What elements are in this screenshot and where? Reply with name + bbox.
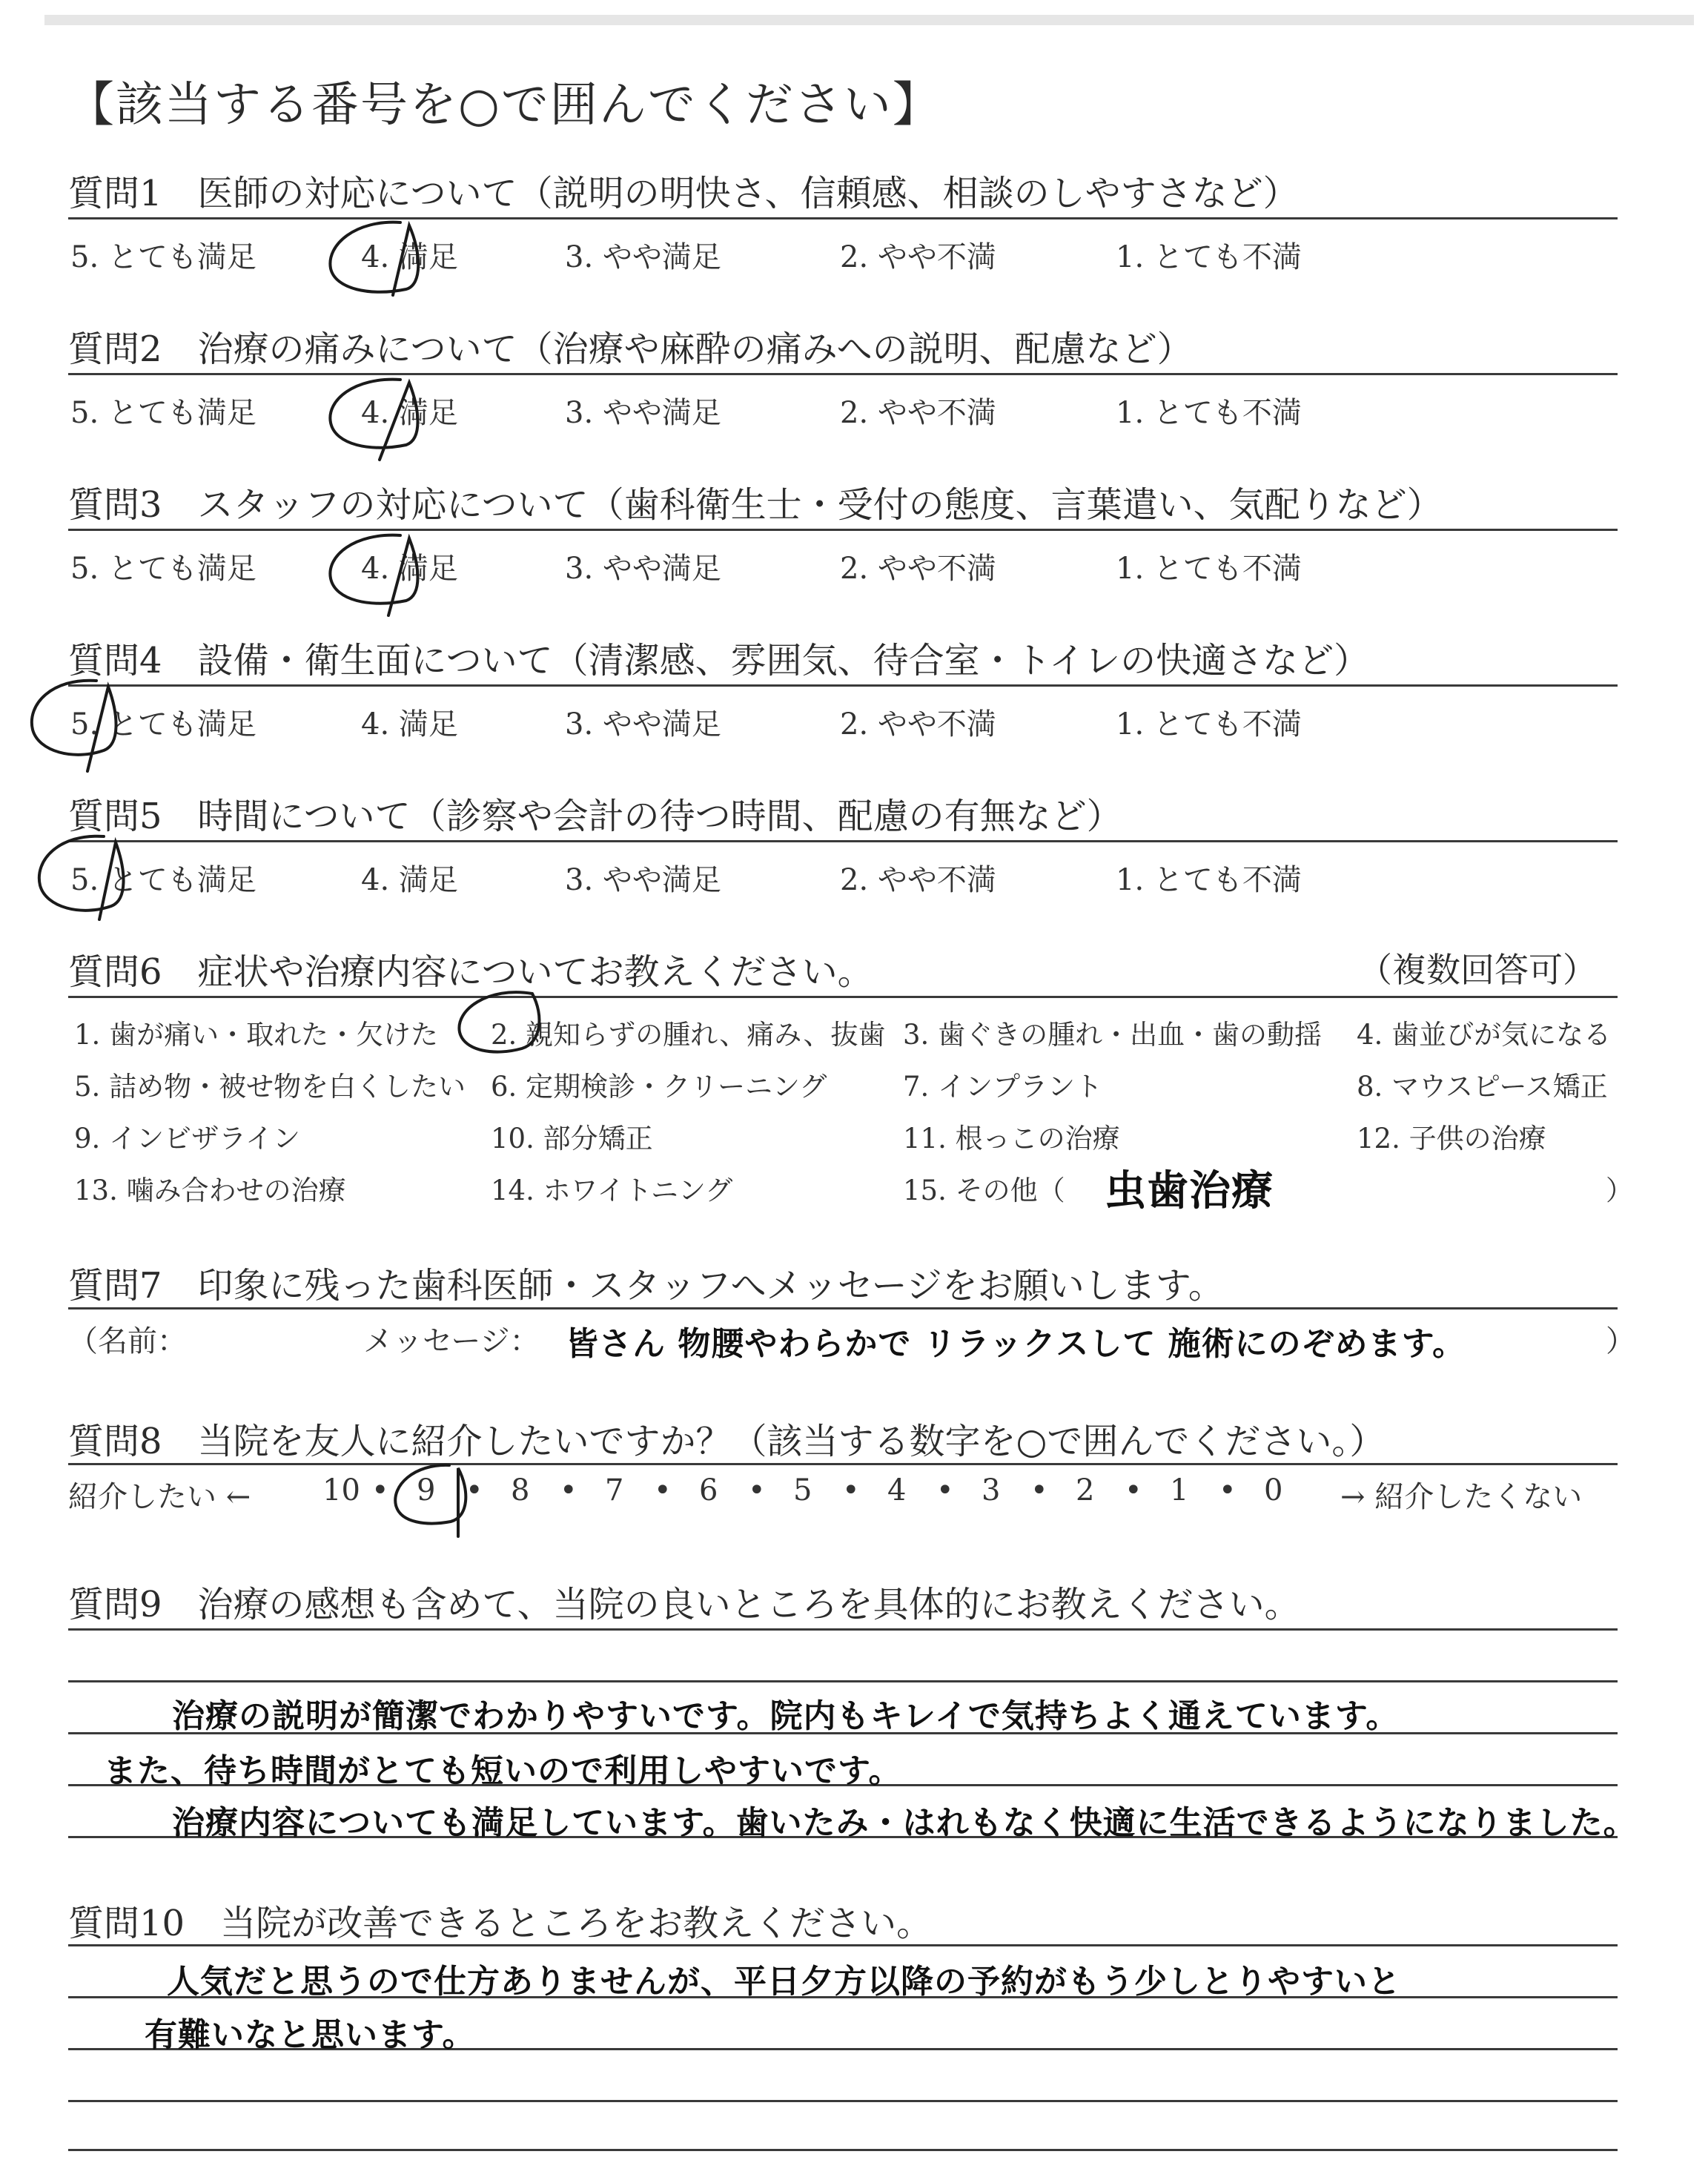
q3-option-3[interactable]: 3. やや満足	[565, 552, 721, 586]
q7-name-label: （名前：	[68, 1324, 187, 1358]
question-10-title: 質問10 当院が改善できるところをお教えください。	[68, 1903, 933, 1944]
q2-option-2[interactable]: 2. やや不満	[840, 396, 996, 430]
q8-scale-6[interactable]: 6	[699, 1473, 718, 1507]
q7-close: ）	[1606, 1324, 1635, 1358]
q5-option-2[interactable]: 2. やや不満	[840, 863, 996, 897]
q4-option-3[interactable]: 3. やや満足	[565, 707, 721, 742]
q1-option-1[interactable]: 1. とても不満	[1116, 240, 1302, 274]
question-6-multi-note: （複数回答可）	[1358, 950, 1597, 990]
q6-option-12[interactable]: 12. 子供の治療	[1357, 1123, 1546, 1155]
q6-option-7[interactable]: 7. インプラント	[903, 1071, 1103, 1103]
q6-option-5[interactable]: 5. 詰め物・被せ物を白くしたい	[74, 1071, 466, 1103]
q1-option-4[interactable]: 4. 満足	[361, 240, 458, 274]
q2-option-4[interactable]: 4. 満足	[361, 396, 458, 430]
question-1-title: 質問1 医師の対応について（説明の明快さ、信頼感、相談のしやすさなど）	[68, 173, 1299, 214]
q4-option-4[interactable]: 4. 満足	[361, 707, 458, 742]
q8-scale-5[interactable]: 5	[793, 1473, 812, 1507]
question-2-title: 質問2 治療の痛みについて（治療や麻酔の痛みへの説明、配慮など）	[68, 328, 1193, 370]
question-3-rule	[68, 529, 1618, 531]
question-5-title: 質問5 時間について（診察や会計の待つ時間、配慮の有無など）	[68, 796, 1122, 837]
question-9-title: 質問9 治療の感想も含めて、当院の良いところを具体的にお教えください。	[68, 1584, 1300, 1625]
q8-scale-separator: •	[936, 1473, 954, 1507]
q5-option-4[interactable]: 4. 満足	[361, 863, 458, 897]
q8-scale-separator: •	[748, 1473, 766, 1507]
q7-message-text[interactable]: 皆さん 物腰やわらかで リラックスして 施術にのぞめます。	[566, 1325, 1466, 1363]
q3-option-4[interactable]: 4. 満足	[361, 552, 458, 586]
q10-answer-line-1[interactable]: 人気だと思うので仕方ありませんが、平日夕方以降の予約がもう少しとりやすいと	[167, 1963, 1401, 2001]
q6-option-9[interactable]: 9. インビザライン	[74, 1123, 300, 1155]
q5-option-1[interactable]: 1. とても不満	[1116, 863, 1302, 897]
form-header: 【該当する番号を○で囲んでください】	[67, 78, 941, 133]
q8-left-label: 紹介したい ←	[68, 1480, 251, 1514]
q2-option-5[interactable]: 5. とても満足	[70, 396, 256, 430]
q8-scale-separator: •	[560, 1473, 577, 1507]
q1-option-5[interactable]: 5. とても満足	[70, 240, 256, 274]
q10-rule-1	[68, 1944, 1618, 1946]
q8-scale-separator: •	[842, 1473, 860, 1507]
question-4-title: 質問4 設備・衛生面について（清潔感、雰囲気、待合室・トイレの快適さなど）	[68, 640, 1370, 681]
q8-scale-separator: •	[654, 1473, 672, 1507]
q9-rule-2	[68, 1680, 1618, 1682]
q6-option-3[interactable]: 3. 歯ぐきの腫れ・出血・歯の動揺	[903, 1019, 1323, 1051]
q6-option-8[interactable]: 8. マウスピース矯正	[1357, 1071, 1608, 1103]
q5-option-5[interactable]: 5. とても満足	[70, 863, 256, 897]
question-7-rule	[68, 1307, 1618, 1309]
q6-option-13[interactable]: 13. 噛み合わせの治療	[74, 1175, 346, 1206]
question-8-title: 質問8 当院を友人に紹介したいですか？（該当する数字を○で囲んでください。）	[68, 1421, 1386, 1462]
q6-option-6[interactable]: 6. 定期検診・クリーニング	[491, 1071, 827, 1103]
q6-option-14[interactable]: 14. ホワイトニング	[491, 1175, 733, 1206]
q2-option-3[interactable]: 3. やや満足	[565, 396, 721, 430]
question-6-rule	[68, 996, 1618, 998]
scan-top-band	[44, 15, 1694, 25]
q8-scale-4[interactable]: 4	[887, 1473, 907, 1507]
q8-right-label: → 紹介したくない	[1340, 1480, 1583, 1514]
q8-scale-10[interactable]: 10	[322, 1473, 360, 1507]
q8-scale-8[interactable]: 8	[511, 1473, 530, 1507]
q10-answer-line-2[interactable]: 有難いなと思います。	[145, 2016, 476, 2054]
q8-scale-7[interactable]: 7	[605, 1473, 624, 1507]
q4-option-1[interactable]: 1. とても不満	[1116, 707, 1302, 742]
q9-rule-1	[68, 1628, 1618, 1631]
q8-scale-separator: •	[1125, 1473, 1142, 1507]
q2-option-1[interactable]: 1. とても不満	[1116, 396, 1302, 430]
q3-option-1[interactable]: 1. とても不満	[1116, 552, 1302, 586]
q9-answer-line-2[interactable]: また、待ち時間がとても短いので利用しやすいです。	[104, 1752, 902, 1790]
q6-option-2[interactable]: 2. 親知らずの腫れ、痛み、抜歯	[491, 1019, 886, 1051]
q6-option-4[interactable]: 4. 歯並びが気になる	[1357, 1019, 1612, 1051]
q6-option-11[interactable]: 11. 根っこの治療	[903, 1123, 1120, 1155]
q6-other-close: ）	[1606, 1175, 1633, 1206]
q9-answer-line-3[interactable]: 治療内容についても満足しています。歯いたみ・はれもなく快適に生活できるようになりました。	[172, 1804, 1637, 1842]
question-2-rule	[68, 373, 1618, 375]
q10-rule-5	[68, 2149, 1618, 2151]
q8-scale-separator: •	[1219, 1473, 1237, 1507]
q7-message-label: メッセージ：	[363, 1324, 540, 1358]
question-8-rule	[68, 1463, 1618, 1465]
question-1-rule	[68, 217, 1618, 219]
q8-scale-9[interactable]: 9	[417, 1473, 436, 1507]
q1-option-2[interactable]: 2. やや不満	[840, 240, 996, 274]
question-4-rule	[68, 684, 1618, 687]
q3-option-2[interactable]: 2. やや不満	[840, 552, 996, 586]
q8-scale-3[interactable]: 3	[982, 1473, 1001, 1507]
q8-scale-separator: •	[1030, 1473, 1048, 1507]
q8-scale-1[interactable]: 1	[1170, 1473, 1189, 1507]
question-6-title: 質問6 症状や治療内容についてお教えください。	[68, 951, 873, 993]
q3-option-5[interactable]: 5. とても満足	[70, 552, 256, 586]
q8-scale-separator: •	[371, 1473, 389, 1507]
q6-option-15[interactable]: 15. その他（	[903, 1175, 1065, 1206]
q6-option-10[interactable]: 10. 部分矯正	[491, 1123, 653, 1155]
q9-answer-line-1[interactable]: 治療の説明が簡潔でわかりやすいです。院内もキレイで気持ちよく通えています。	[172, 1697, 1400, 1735]
q8-scale-0[interactable]: 0	[1264, 1473, 1283, 1507]
q4-option-2[interactable]: 2. やや不満	[840, 707, 996, 742]
q6-other-answer[interactable]: 虫歯治療	[1105, 1167, 1274, 1215]
q6-option-1[interactable]: 1. 歯が痛い・取れた・欠けた	[74, 1019, 439, 1051]
q8-scale-separator: •	[466, 1473, 483, 1507]
q4-option-5[interactable]: 5. とても満足	[70, 707, 256, 742]
q8-scale-2[interactable]: 2	[1076, 1473, 1095, 1507]
q5-option-3[interactable]: 3. やや満足	[565, 863, 721, 897]
question-7-title: 質問7 印象に残った歯科医師・スタッフへメッセージをお願いします。	[68, 1265, 1224, 1307]
question-5-rule	[68, 840, 1618, 842]
q1-option-3[interactable]: 3. やや満足	[565, 240, 721, 274]
q10-rule-4	[68, 2100, 1618, 2102]
question-3-title: 質問3 スタッフの対応について（歯科衛生士・受付の態度、言葉遣い、気配りなど）	[68, 484, 1443, 526]
